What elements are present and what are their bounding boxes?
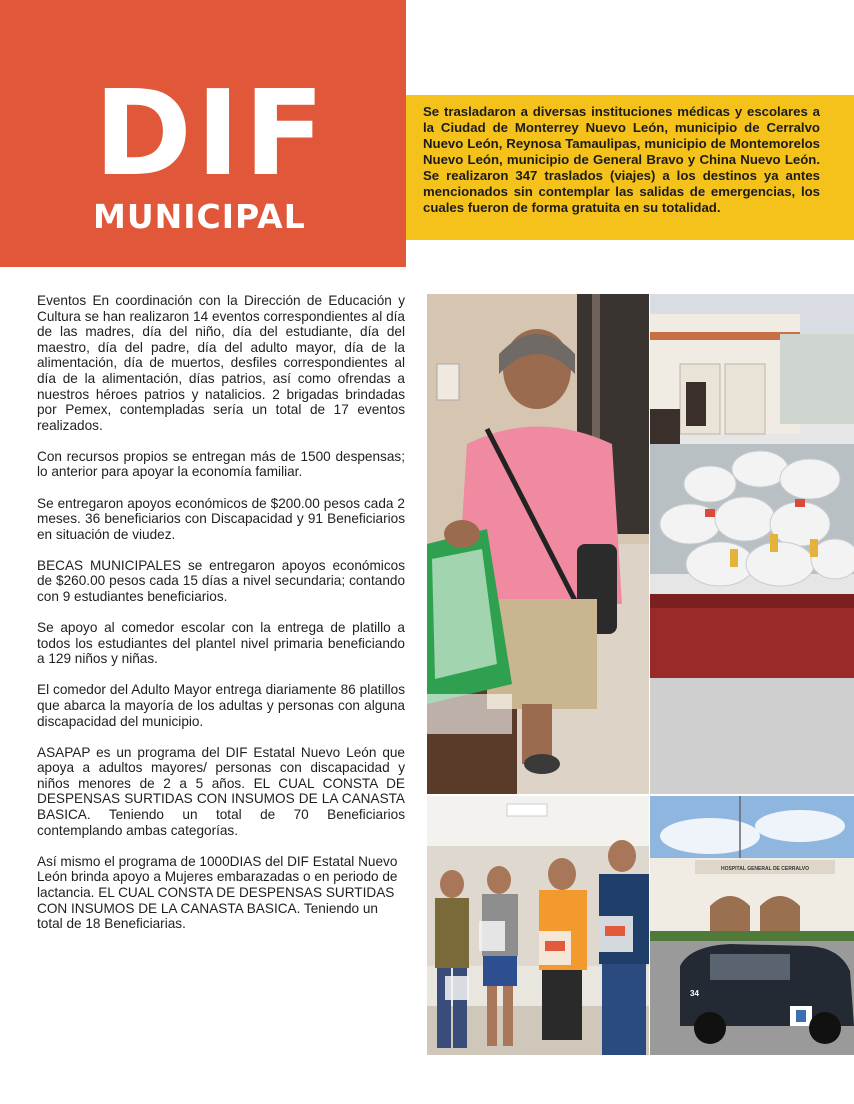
paragraph-becas: BECAS MUNICIPALES se entregaron apoyos económicos de $260.00 pesos cada 15 días a nivel secundaria; contando con 9 estudiantes beneficiarios.: [37, 557, 405, 604]
photo-woman-with-bag: [427, 294, 649, 794]
paragraph-1000dias: Así mismo el programa de 1000DIAS del DIF Estatal Nuevo León brinda apoyo a Mujeres embarazadas o en periodo de lactancia. EL CUAL CONSTA DE DESPENSAS SURTIDAS CON INSUMOS DE LA CANASTA BASICA. Teniendo un total de 18 Beneficiarias.: [37, 853, 398, 932]
paragraph-comedor-adulto-mayor: El comedor del Adulto Mayor entrega diariamente 86 platillos que abarca la mayoría de los adultas y personas con alguna discapacidad del municipio.: [37, 682, 405, 729]
highlight-box: [406, 95, 854, 240]
highlight-text: Se trasladaron a diversas instituciones médicas y escolares a la Ciudad de Monterrey Nuevo León, municipio de Cerralvo Nuevo León, Reynosa Tamaulipas, municipio de Montemorelos Nuevo León, municipio de General Bravo y China Nuevo León. Se realizaron 347 traslados (viajes) a los destinos ya antes mencionados sin contemplar las salidas de emergencias, los cuales fueron de forma gratuita en su totalidad.: [423, 104, 820, 215]
photo-stacked-bags: [650, 294, 854, 794]
truck-number-text: 34: [690, 989, 699, 998]
paragraph-comedor-escolar: Se apoyo al comedor escolar con la entrega de platillo a todos los estudiantes del plantel nivel primaria beneficiando a 129 niños y niñas.: [37, 620, 405, 667]
paragraph-asapap: ASAPAP es un programa del DIF Estatal Nuevo León que apoya a adultos mayores/ personas con discapacidad y niños menores de 2 a 5 años. EL CUAL CONSTA DE DESPENSAS SURTIDAS CON INSUMOS DE LA CANASTA BASICA. Teniendo un total de 70 Beneficiarios contemplando ambas categorías.: [37, 744, 405, 838]
paragraph-apoyos-economicos: Se entregaron apoyos económicos de $200.00 pesos cada 2 meses. 36 beneficiarios con Discapacidad y 91 Beneficiarios en situación de viudez.: [37, 495, 405, 542]
body-text-column: [37, 293, 405, 947]
paragraph-eventos: Eventos En coordinación con la Dirección de Educación y Cultura se han realizaron 14 eventos correspondientes al día de las madres, día del niño, día del estudiante, día del maestro, día del padre, día del adulto mayor, día de la alimentación, día de muertos, desfiles correspondientes al día de la alimentación, días patrios, así como ofrendas a nuestros héroes patrios y natalicios. 2 brigadas brindadas por Pemex, contempladas sería un total de 17 eventos realizados.: [37, 293, 405, 433]
photo-group-women: [427, 796, 649, 1055]
dif-logo-block: [0, 0, 406, 267]
logo-dif-text: DIF: [94, 64, 329, 202]
logo-municipal-text: MUNICIPAL: [93, 197, 306, 236]
paragraph-despensas: Con recursos propios se entregan más de 1500 despensas; lo anterior para apoyar la economía familiar.: [37, 448, 405, 480]
photo-hospital-truck: [650, 796, 854, 1055]
hospital-sign-text: HOSPITAL GENERAL DE CERRALVO: [721, 866, 809, 872]
